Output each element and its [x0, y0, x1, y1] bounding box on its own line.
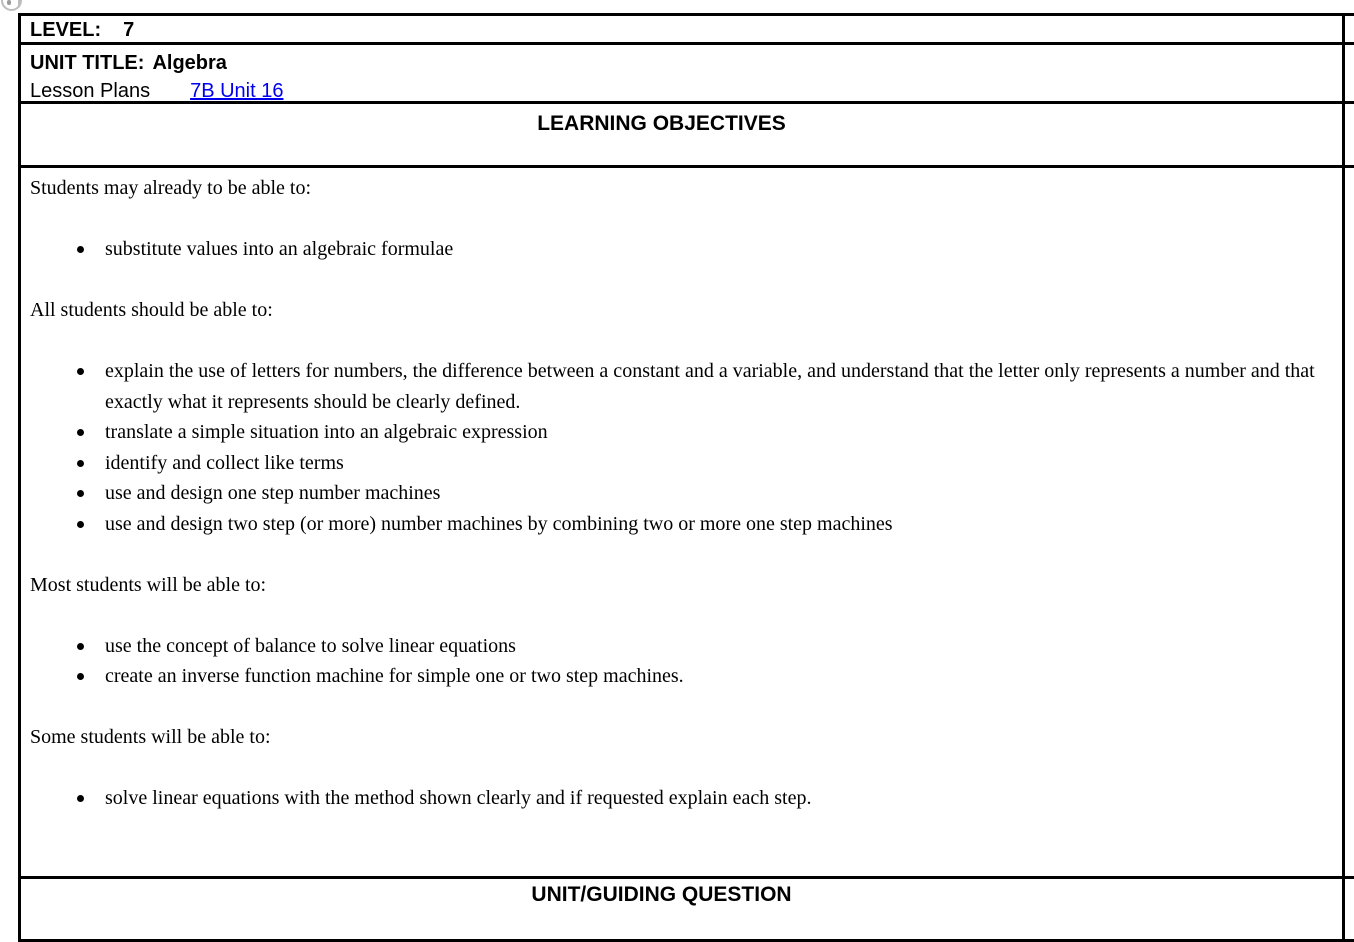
lesson-plans-label: Lesson Plans: [30, 80, 151, 102]
unit-title-row: [21, 45, 1354, 104]
objective-item: substitute values into an algebraic formulae: [30, 234, 1320, 265]
learning-objectives-title: LEARNING OBJECTIVES: [21, 104, 1345, 165]
objective-item: explain the use of letters for numbers, the difference between a constant and a variable, and understand that the letter only represents a number and that exactly what it represents should be clearly defined.: [30, 356, 1320, 417]
section-intro: Some students will be able to:: [30, 726, 271, 748]
objective-item: use and design one step number machines: [30, 478, 1320, 509]
objective-list: [30, 234, 1320, 265]
objective-list: [30, 356, 1320, 539]
objectives-body-cell: [21, 168, 1345, 876]
objective-item: use and design two step (or more) number machines by combining two or more one step machines: [30, 509, 1320, 540]
level-label: LEVEL:: [30, 19, 102, 41]
learning-objectives-header-row: [21, 104, 1354, 168]
lesson-plan-table: [18, 13, 1354, 942]
unit-title-label: UNIT TITLE:: [30, 52, 145, 74]
unit-guiding-question-header-row: [21, 879, 1354, 942]
adjacent-column-sliver: [1345, 168, 1354, 876]
clipped-ui-divider: [18, 0, 20, 7]
unit-title-cell: [21, 45, 1345, 101]
unit-title-line: [30, 49, 1342, 77]
section-intro: All students should be able to:: [30, 299, 273, 321]
objective-item: solve linear equations with the method shown clearly and if requested explain each step.: [30, 783, 1320, 814]
level-row: [21, 16, 1354, 45]
section-intro: Most students will be able to:: [30, 573, 267, 596]
objective-item: use the concept of balance to solve linear equations: [30, 631, 1320, 662]
level-cell: [21, 16, 1345, 42]
lesson-plans-line: [30, 77, 1342, 105]
adjacent-column-sliver: [1345, 45, 1354, 101]
objective-item: translate a simple situation into an algebraic expression: [30, 417, 1320, 448]
objective-list: [30, 783, 1320, 814]
objective-list: [30, 631, 1320, 692]
adjacent-column-sliver: [1345, 16, 1354, 42]
level-value: 7: [123, 19, 135, 41]
unit-title-value: Algebra: [152, 52, 227, 74]
objective-item: create an inverse function machine for simple one or two step machines.: [30, 661, 1320, 692]
unit-guiding-question-title: UNIT/GUIDING QUESTION: [21, 879, 1345, 939]
objectives-body-row: [21, 168, 1354, 879]
clipped-ui-button-glyph: [7, 0, 11, 5]
objective-item: identify and collect like terms: [30, 448, 1320, 479]
adjacent-column-sliver: [1345, 104, 1354, 165]
adjacent-column-sliver: [1345, 879, 1354, 939]
lesson-plan-link[interactable]: 7B Unit 16: [190, 80, 284, 102]
section-intro: Students may already to be able to:: [30, 177, 312, 199]
